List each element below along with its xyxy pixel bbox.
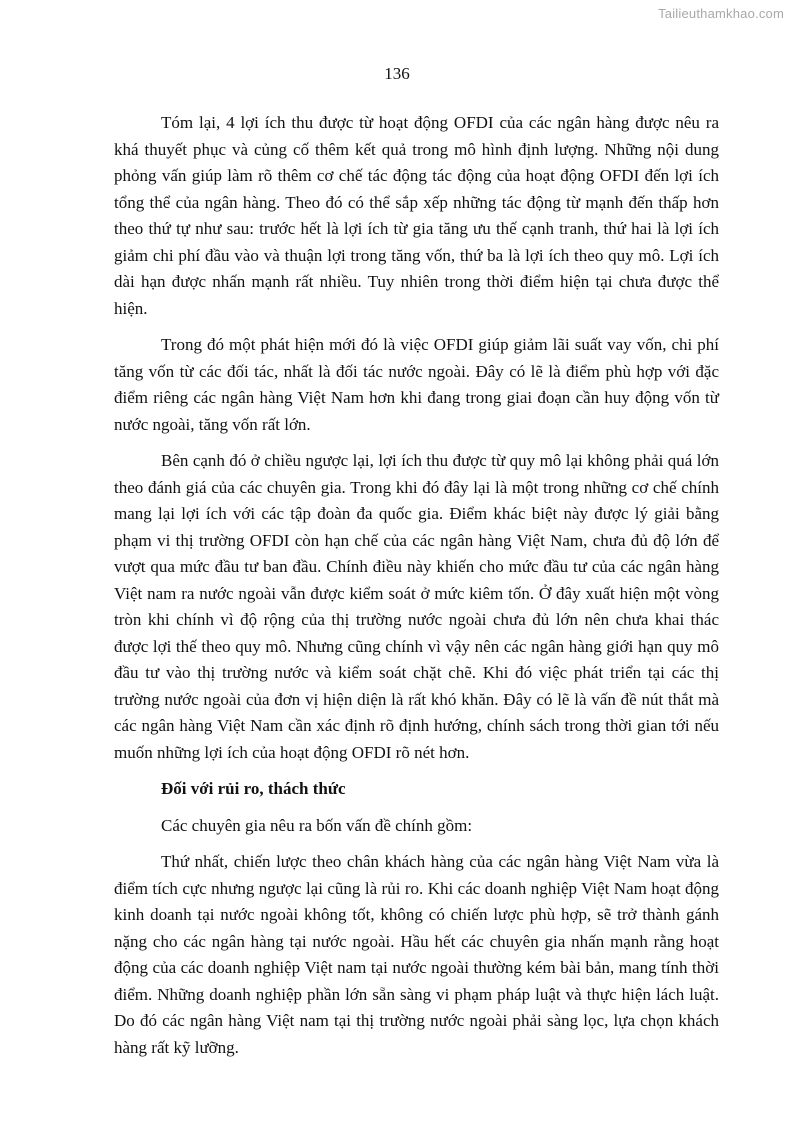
page-number: 136 (384, 64, 410, 83)
paragraph-scale-benefit: Bên cạnh đó ở chiều ngược lại, lợi ích thu được từ quy mô lại không phải quá lớn theo đánh giá của các chuyên gia. Trong khi đó đây lại là một trong những cơ chế chính mang lại lợi ích với các tập đoàn đa quốc gia. Điểm khác biệt này được lý giải bằng phạm vi thị trường OFDI còn hạn chế của các ngân hàng Việt Nam, chưa đủ độ lớn để vượt qua mức đầu tư ban đầu. Chính điều này khiến cho mức đầu tư của các ngân hàng Việt nam ra nước ngoài vẫn được kiểm soát ở mức kiêm tốn. Ở đây xuất hiện một vòng tròn khi chính vì độ rộng của thị trường nước ngoài chưa đủ lớn nên chưa khai thác được lợi thế theo quy mô. Nhưng cũng chính vì vậy nên các ngân hàng giới hạn quy mô đầu tư vào thị trường nước và kiểm soát chặt chẽ. Khi đó việc phát triển tại các thị trường nước ngoài của đơn vị hiện diện là rất khó khăn. Đây có lẽ là vấn đề nút thắt mà các ngân hàng Việt Nam cần xác định rõ định hướng, chính sách trong thời gian tới nếu muốn những lợi ích của hoạt động OFDI rõ nét hơn. (114, 451, 719, 762)
watermark: Tailieuthamkhao.com (658, 6, 784, 21)
paragraph-new-finding: Trong đó một phát hiện mới đó là việc OFDI giúp giảm lãi suất vay vốn, chi phí tăng vốn từ các đối tác, nhất là đối tác nước ngoài. Đây có lẽ là điểm phù hợp với đặc điểm riêng các ngân hàng Việt Nam hơn khi đang trong giai đoạn cần huy động vốn từ nước ngoài, tăng vốn rất lớn. (114, 335, 719, 434)
section-heading: Đối với rủi ro, thách thức (161, 779, 346, 798)
section-intro: Các chuyên gia nêu ra bốn vấn đề chính gồm: (161, 815, 473, 835)
paragraph-summary: Tóm lại, 4 lợi ích thu được từ hoạt động OFDI của các ngân hàng được nêu ra khá thuyết phục và củng cố thêm kết quả trong mô hình định lượng. Những nội dung phỏng vấn giúp làm rõ thêm cơ chế tác động tác động của hoạt động OFDI đến lợi ích tổng thể của ngân hàng. Theo đó có thể sắp xếp những tác động từ mạnh đến thấp hơn theo thứ tự như sau: trước hết là lợi ích từ gia tăng ưu thế cạnh tranh, thứ hai là lợi ích giảm chi phí đầu vào và thuận lợi trong tăng vốn, thứ ba là lợi ích theo quy mô. Lợi ích dài hạn được nhấn mạnh rất nhiều. Tuy nhiên trong thời điểm hiện tại chưa được thể hiện. (114, 113, 719, 318)
paragraph-first-risk: Thứ nhất, chiến lược theo chân khách hàng của các ngân hàng Việt Nam vừa là điểm tích cực nhưng ngược lại cũng là rủi ro. Khi các doanh nghiệp Việt Nam hoạt động kinh doanh tại nước ngoài không tốt, không có chiến lược phù hợp, sẽ trở thành gánh nặng cho các ngân hàng tại nước ngoài. Hầu hết các chuyên gia nhấn mạnh rằng hoạt động của các doanh nghiệp Việt nam tại nước ngoài thường kém bài bản, mang tính thời điểm. Những doanh nghiệp phần lớn sẵn sàng vi phạm pháp luật và thực hiện lách luật. Do đó các ngân hàng Việt nam tại thị trường nước ngoài phải sàng lọc, lựa chọn khách hàng rất kỹ lưỡng. (114, 852, 719, 1057)
document-body (114, 110, 719, 1071)
